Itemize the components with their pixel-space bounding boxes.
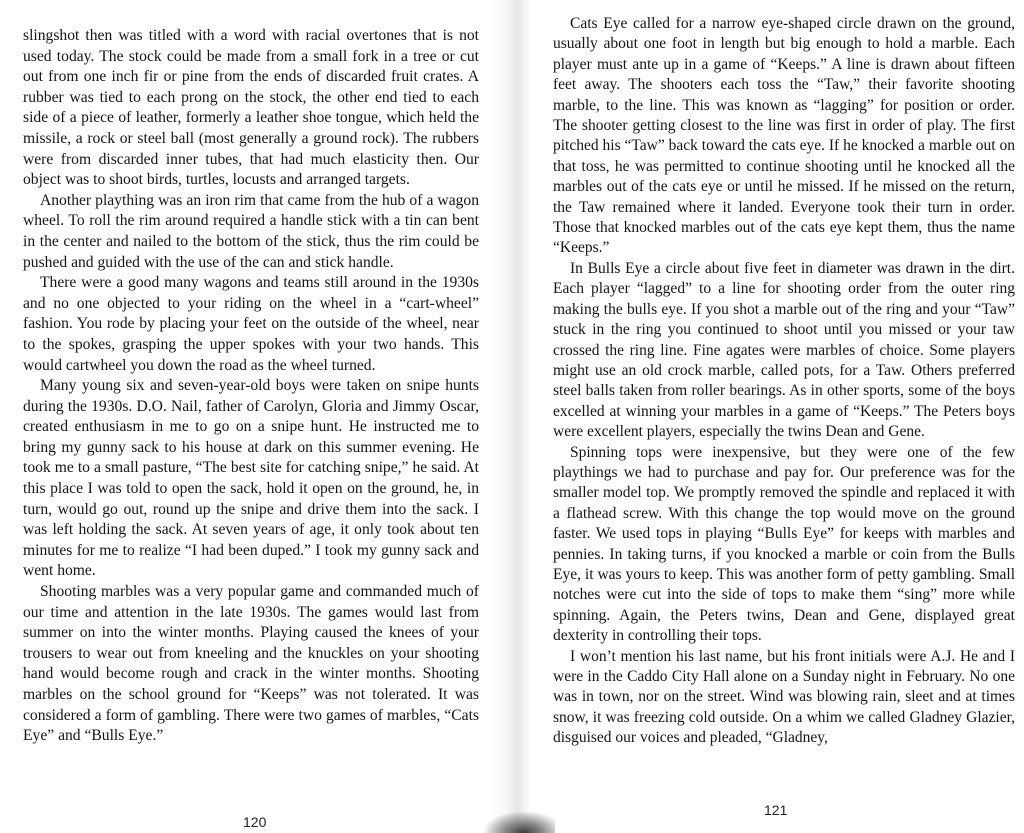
- binding-shadow: [485, 812, 555, 833]
- paragraph: slingshot then was titled with a word with racial overtones that is not used today. The stock could be made from a small fork in a tree or cut out from one inch fir or pine from the ends of discarded fruit crates. A rubber was tied to each prong on the stock, the other end tied to each side of a piece of leather, formerly a leather shoe tongue, which held the missile, a rock or steel ball (most generally a ground rock). The rubbers were from discarded inner tubes, that had much elasticity then. Our object was to shoot birds, turtles, locusts and arranged targets.: [23, 27, 479, 189]
- paragraph: There were a good many wagons and teams still around in the 1930s and no one objected to your riding on the wheel in a “cart-wheel” fashion. You rode by placing your feet on the outside of the wheel, near to the spokes, grasping the upper spokes with your two hands. This would cartwheel you down the road as the wheel turned.: [23, 274, 479, 374]
- page-number-left: 120: [243, 814, 267, 830]
- paragraph: In Bulls Eye a circle about five feet in diameter was drawn in the dirt. Each player “lagged” to a line for shooting order from the outer ring making the bulls eye. If you shot a marble out of the ring and your “Taw” stuck in the ring you continued to shoot until you missed or your taw crossed the ring line. Fine agates were marbles of choice. Some players might use an old crock marble, called pots, for a Taw. Others preferred steel balls taken from roller bearings. As in other sports, some of the boys excelled at winning your marbles in a game of “Keeps.” The Peters boys were excellent players, especially the twins Dean and Gene.: [553, 259, 1015, 441]
- paragraph: Many young six and seven-year-old boys were taken on snipe hunts during the 1930s. D.O. Nail, father of Carolyn, Gloria and Jimmy Oscar, created enthusiasm in me to go on a snipe hunt. He instructed me to bring my gunny sack to his house at dark on this summer evening. He took me to a small pasture, “The best site for catching snipe,” he said. At this place I was told to open the sack, hold it open on the ground, he, in turn, would go out, round up the snipe and drive them into the sack. I was left holding the sack. At seven years of age, it only took about ten minutes for me to realize “I had been duped.” I took my gunny sack and went home.: [23, 377, 479, 580]
- paragraph: Spinning tops were inexpensive, but they were one of the few playthings we had to purchase and pay for. Our preference was for the smaller model top. We promptly removed the spindle and replaced it with a flathead screw. With this change the top would move on the ground faster. We used tops in playing “Bulls Eye” for keeps with marbles and pennies. In taking turns, if you knocked a marble or coin from the Bulls Eye, it was yours to keep. This was another form of petty gambling. Small notches were cut into the side of tops to make them “sing” more while spinning. Again, the Peters twins, Dean and Gene, displayed great dexterity in controlling their tops.: [553, 443, 1015, 645]
- paragraph: Shooting marbles was a very popular game and commanded much of our time and attention in the late 1930s. The games would last from summer on into the winter months. Playing caused the knees of your trousers to wear out from kneeling and the knuckles on your shooting hand would become rough and crack in the winter months. Shooting marbles on the school ground for “Keeps” was not tolerated. It was considered a form of gambling. There were two games of marbles, “Cats Eye” and “Bulls Eye.”: [23, 583, 479, 745]
- paragraph: Cats Eye called for a narrow eye-shaped circle drawn on the ground, usually about one foot in length but big enough to hold a marble. Each player must ante up in a game of “Keeps.” A line is drawn about fifteen feet away. The shooters each toss the “Taw,” their favorite shooting marble, to the line. This was known as “lagging” for position or order. The shooter getting closest to the line was first in order of play. The first pitched his “Taw” back toward the cats eye. If he knocked a marble out on that toss, he was permitted to continue shooting until he knocked all the marbles out of the cats eye or until he missed. If he missed on the return, the Taw remained where it landed. Everyone took their turn in order. Those that knocked marbles out of the cats eye kept them, thus the name “Keeps.”: [553, 15, 1015, 257]
- left-page: [0, 0, 490, 833]
- right-page: [530, 0, 1024, 833]
- left-page-text: [23, 26, 479, 747]
- right-page-text: [553, 14, 1015, 749]
- page-number-right: 121: [764, 802, 788, 818]
- paragraph: I won’t mention his last name, but his front initials were A.J. He and I were in the Caddo City Hall alone on a Sunday night in February. No one was in town, nor on the street. Wind was blowing rain, sleet and at times snow, it was freezing cold outside. On a whim we called Gladney Glazier, disguised our voices and pleaded, “Gladney,: [553, 647, 1015, 747]
- paragraph: Another plaything was an iron rim that came from the hub of a wagon wheel. To roll the rim around required a handle stick with a tin can bent in the center and nailed to the bottom of the stick, thus the rim could be pushed and guided with the use of the can and stick handle.: [23, 191, 479, 271]
- book-gutter: [490, 0, 530, 833]
